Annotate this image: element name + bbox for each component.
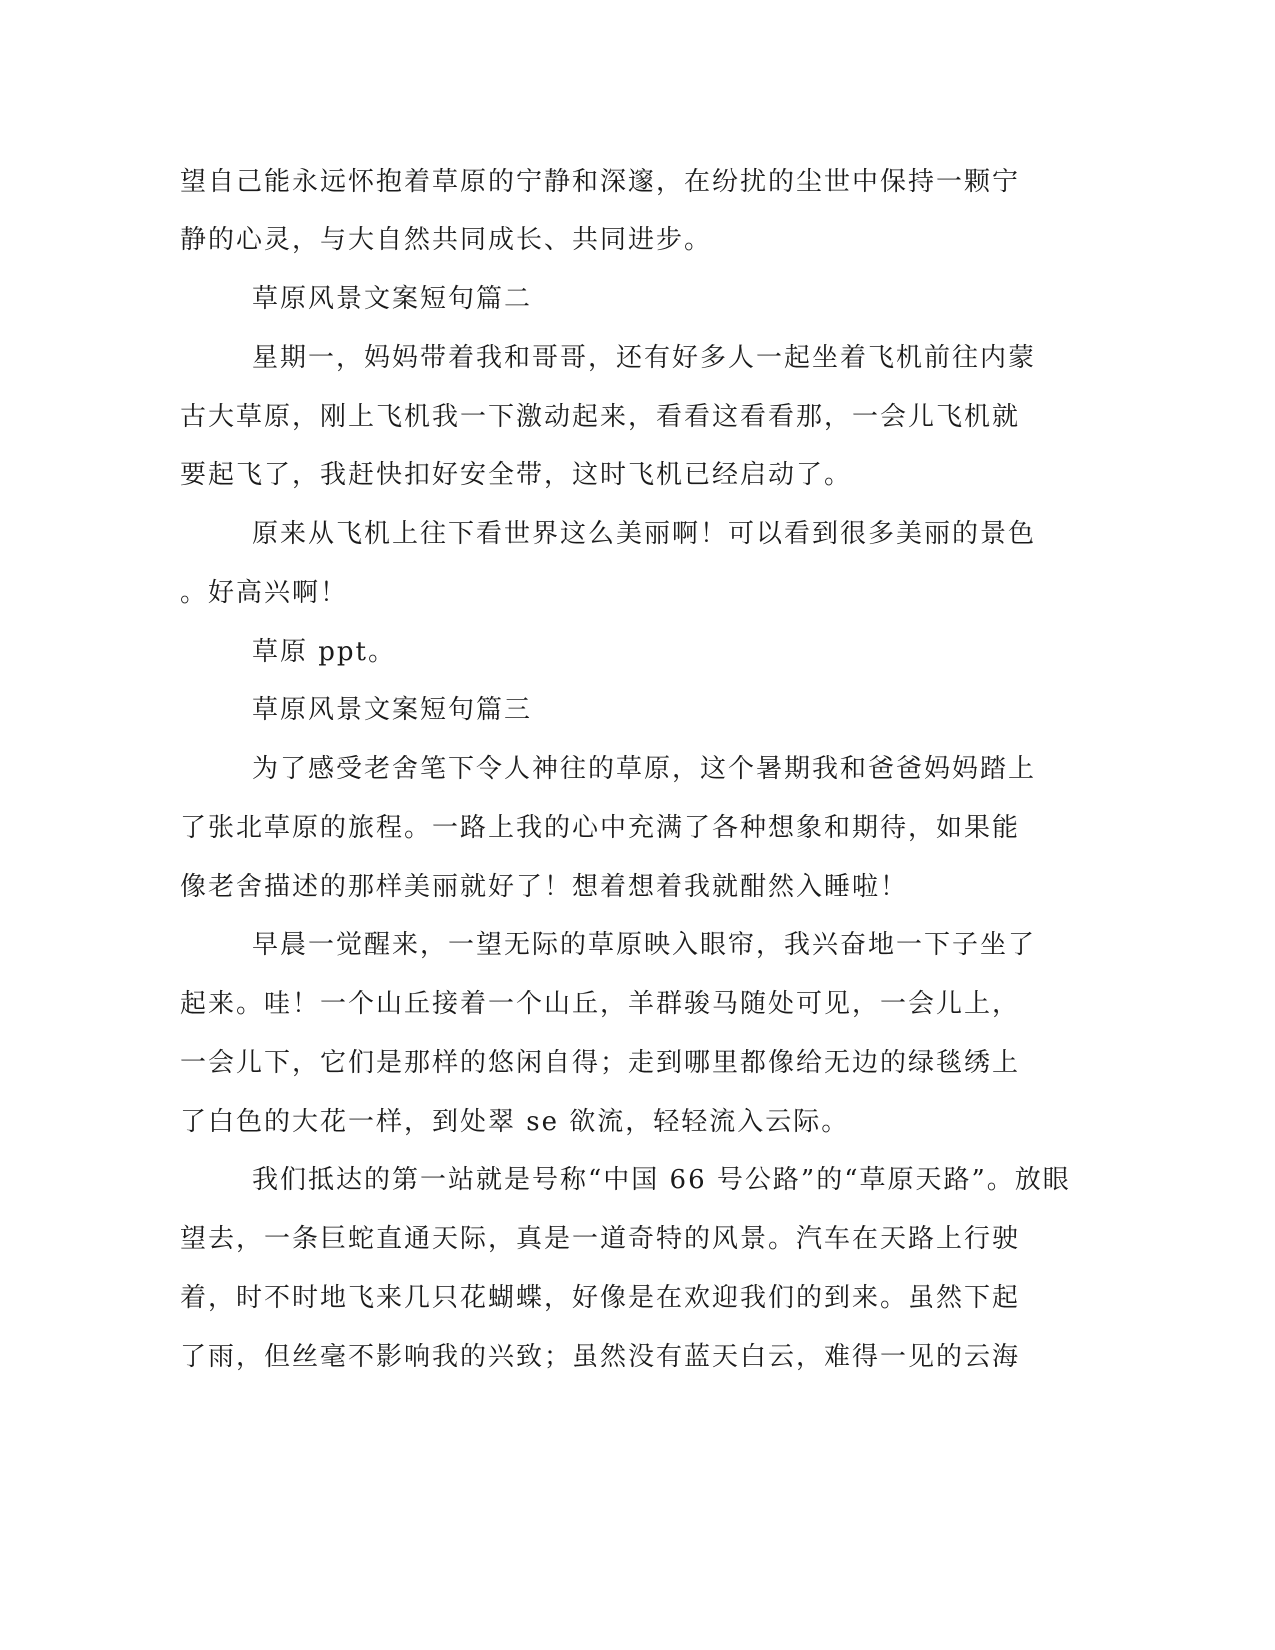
text-line: 我们抵达的第一站就是号称“中国 66 号公路”的“草原天路”。放眼 — [252, 1165, 1071, 1195]
text-line: 起来。哇！一个山丘接着一个山丘，羊群骏马随处可见，一会儿上， — [180, 989, 1021, 1019]
text-line: 要起飞了，我赶快扣好安全带，这时飞机已经启动了。 — [180, 460, 853, 490]
section-heading: 草原风景文案短句篇二 — [252, 284, 533, 314]
section-heading: 草原风景文案短句篇三 — [252, 695, 533, 725]
text-line: 静的心灵，与大自然共同成长、共同进步。 — [180, 225, 713, 255]
text-line: 望自己能永远怀抱着草原的宁静和深邃，在纷扰的尘世中保持一颗宁 — [180, 167, 1021, 197]
text-line: 星期一，妈妈带着我和哥哥，还有好多人一起坐着飞机前往内蒙 — [252, 343, 1037, 373]
text-line: 着，时不时地飞来几只花蝴蝶，好像是在欢迎我们的到来。虽然下起 — [180, 1283, 1021, 1313]
text-line: 了张北草原的旅程。一路上我的心中充满了各种想象和期待，如果能 — [180, 813, 1021, 843]
text-line: 一会儿下，它们是那样的悠闲自得；走到哪里都像给无边的绿毯绣上 — [180, 1048, 1021, 1078]
text-line: 早晨一觉醒来，一望无际的草原映入眼帘，我兴奋地一下子坐了 — [252, 930, 1037, 960]
text-line: 草原 ppt。 — [252, 637, 397, 667]
text-line: 了白色的大花一样，到处翠 se 欲流，轻轻流入云际。 — [180, 1107, 850, 1137]
text-line: 古大草原，刚上飞机我一下激动起来，看看这看看那，一会儿飞机就 — [180, 402, 1021, 432]
text-line: 为了感受老舍笔下令人神往的草原，这个暑期我和爸爸妈妈踏上 — [252, 754, 1037, 784]
text-line: 像老舍描述的那样美丽就好了！想着想着我就酣然入睡啦！ — [180, 872, 909, 902]
text-line: 望去，一条巨蛇直通天际，真是一道奇特的风景。汽车在天路上行驶 — [180, 1224, 1021, 1254]
text-line: 原来从飞机上往下看世界这么美丽啊！可以看到很多美丽的景色 — [252, 519, 1037, 549]
text-line: 了雨，但丝毫不影响我的兴致；虽然没有蓝天白云，难得一见的云海 — [180, 1342, 1021, 1372]
text-line: 。好高兴啊！ — [180, 578, 349, 608]
